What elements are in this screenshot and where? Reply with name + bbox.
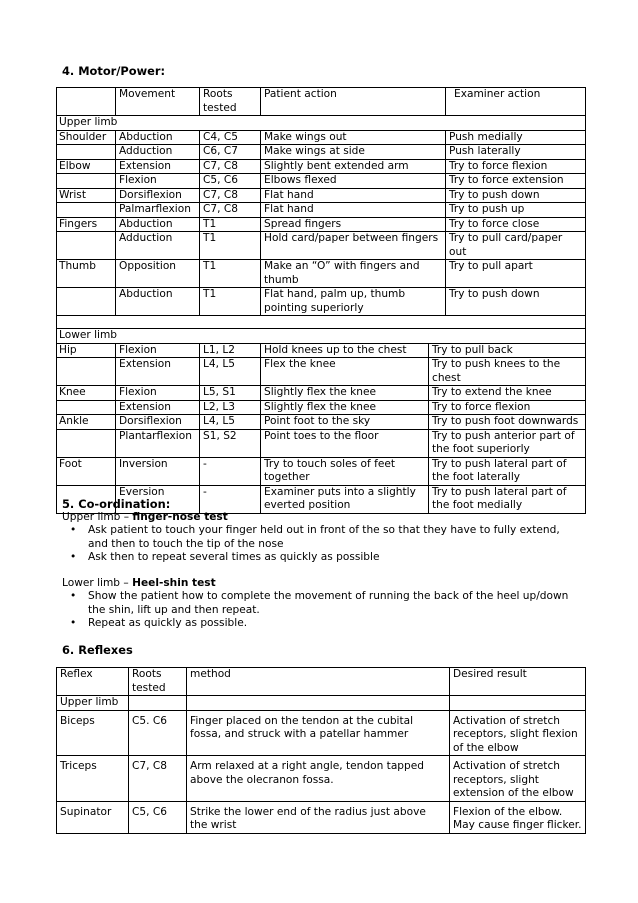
- cell-patient-action: Slightly bent extended arm: [261, 159, 446, 174]
- cell-roots: L2, L3: [200, 400, 261, 415]
- cell-roots: T1: [200, 217, 261, 232]
- cell-examiner-action: Try to push up: [446, 203, 586, 218]
- empty-cell: [450, 696, 586, 711]
- cell-movement: Extension: [116, 159, 200, 174]
- cell-region: Wrist: [57, 188, 116, 203]
- empty-cell: [187, 696, 450, 711]
- cell-patient-action: Make wings at side: [261, 145, 446, 160]
- empty-cell: [129, 696, 187, 711]
- cell-reflex: Triceps: [57, 756, 129, 802]
- header-patient-action: Patient action: [261, 88, 446, 116]
- cell-region: Elbow: [57, 159, 116, 174]
- cell-movement: Abduction: [116, 130, 200, 145]
- motor-power-table: [56, 87, 586, 514]
- motor-upper-row: [57, 260, 586, 288]
- bullet-text: Show the patient how to complete the movement of running the back of the heel up/down the shin, lift up and then repeat.: [88, 590, 569, 616]
- cell-examiner-action: Try to push lateral part of the foot medially: [429, 485, 586, 513]
- motor-upper-row: [57, 217, 586, 232]
- cell-roots: L1, L2: [200, 343, 261, 358]
- cell-movement: Abduction: [116, 217, 200, 232]
- cell-movement: Dorsiflexion: [116, 188, 200, 203]
- cell-patient-action: Elbows flexed: [261, 174, 446, 189]
- cell-movement: Flexion: [116, 343, 200, 358]
- cell-movement: Flexion: [116, 174, 200, 189]
- cell-region: [57, 174, 116, 189]
- cell-region: Knee: [57, 386, 116, 401]
- cell-patient-action: Make an “O” with fingers and thumb: [261, 260, 446, 288]
- cell-movement: Adduction: [116, 145, 200, 160]
- cell-method: Arm relaxed at a right angle, tendon tapped above the olecranon fossa.: [187, 756, 450, 802]
- motor-lower-row: [57, 343, 586, 358]
- motor-upper-row: [57, 159, 586, 174]
- cell-desired-result: Activation of stretch receptors, slight flexion of the elbow: [450, 710, 586, 756]
- header-region: [57, 88, 116, 116]
- cell-patient-action: Flat hand, palm up, thumb pointing superiorly: [261, 288, 446, 316]
- cell-patient-action: Hold card/paper between fingers: [261, 232, 446, 260]
- cell-patient-action: Examiner puts into a slightly everted position: [261, 485, 429, 513]
- upper-limb-label: Upper limb: [57, 116, 586, 131]
- cell-roots: C7, C8: [200, 188, 261, 203]
- cell-movement: Opposition: [116, 260, 200, 288]
- cell-examiner-action: Try to force close: [446, 217, 586, 232]
- cell-region: Thumb: [57, 260, 116, 288]
- lower-limb-label-row: [57, 329, 586, 344]
- cell-movement: Eversion: [116, 485, 200, 513]
- cell-roots: T1: [200, 288, 261, 316]
- header-roots-tested: Roots tested: [200, 88, 261, 116]
- cell-region: [57, 358, 116, 386]
- cell-region: [57, 400, 116, 415]
- cell-region: Hip: [57, 343, 116, 358]
- bullet-icon: •: [70, 617, 77, 630]
- lower-limb-label: Lower limb: [57, 329, 586, 344]
- cell-examiner-action: Try to push anterior part of the foot superiorly: [429, 429, 586, 457]
- cell-examiner-action: Push laterally: [446, 145, 586, 160]
- cell-region: Ankle: [57, 415, 116, 430]
- header-examiner-action: Examiner action: [446, 88, 586, 116]
- cell-region: [57, 203, 116, 218]
- header-desired-result: Desired result: [450, 668, 586, 696]
- header-roots-tested: Roots tested: [129, 668, 187, 696]
- bullet-item: [62, 551, 582, 565]
- reflexes-heading: 6. Reflexes: [62, 643, 133, 657]
- cell-roots: -: [200, 457, 261, 485]
- cell-region: [57, 232, 116, 260]
- cell-patient-action: Try to touch soles of feet together: [261, 457, 429, 485]
- reflex-row: [57, 801, 586, 833]
- cell-movement: Extension: [116, 358, 200, 386]
- cell-patient-action: Point toes to the floor: [261, 429, 429, 457]
- motor-upper-row: [57, 203, 586, 218]
- bullet-item: [62, 524, 582, 551]
- motor-lower-row: [57, 358, 586, 386]
- cell-movement: Extension: [116, 400, 200, 415]
- upper-limb-label: Upper limb: [57, 696, 129, 711]
- cell-roots: C7, C8: [129, 756, 187, 802]
- coordination-heading: 5. Co-ordination:: [62, 497, 171, 511]
- cell-roots: L4, L5: [200, 358, 261, 386]
- cell-roots: S1, S2: [200, 429, 261, 457]
- bullet-item: [62, 617, 582, 631]
- cell-examiner-action: Try to pull back: [429, 343, 586, 358]
- cell-patient-action: Make wings out: [261, 130, 446, 145]
- cell-examiner-action: Try to force flexion: [429, 400, 586, 415]
- reflex-row: [57, 710, 586, 756]
- bullet-text: Repeat as quickly as possible.: [88, 617, 248, 630]
- reflexes-table: [56, 667, 586, 834]
- coord-upper-list: [62, 524, 582, 565]
- cell-reflex: Supinator: [57, 801, 129, 833]
- blank-cell: [57, 316, 586, 329]
- cell-movement: Palmarflexion: [116, 203, 200, 218]
- cell-examiner-action: Try to force flexion: [446, 159, 586, 174]
- cell-roots: T1: [200, 232, 261, 260]
- cell-movement: Plantarflexion: [116, 429, 200, 457]
- cell-roots: C7, C8: [200, 203, 261, 218]
- cell-region: Shoulder: [57, 130, 116, 145]
- motor-upper-row: [57, 188, 586, 203]
- bullet-icon: •: [70, 524, 77, 536]
- cell-examiner-action: Try to push down: [446, 288, 586, 316]
- cell-roots: L4, L5: [200, 415, 261, 430]
- cell-examiner-action: Try to push down: [446, 188, 586, 203]
- coord-lower-label: [62, 577, 216, 591]
- cell-roots: C4, C5: [200, 130, 261, 145]
- cell-desired-result: Activation of stretch receptors, slight extension of the elbow: [450, 756, 586, 802]
- bullet-text: Ask then to repeat several times as quickly as possible: [88, 551, 380, 564]
- cell-movement: Inversion: [116, 457, 200, 485]
- cell-examiner-action: Try to push lateral part of the foot laterally: [429, 457, 586, 485]
- cell-region: Fingers: [57, 217, 116, 232]
- cell-region: [57, 429, 116, 457]
- cell-roots: C6, C7: [200, 145, 261, 160]
- cell-reflex: Biceps: [57, 710, 129, 756]
- cell-patient-action: Flat hand: [261, 188, 446, 203]
- motor-lower-row: [57, 415, 586, 430]
- cell-examiner-action: Try to force extension: [446, 174, 586, 189]
- cell-examiner-action: Try to push knees to the chest: [429, 358, 586, 386]
- cell-movement: Dorsiflexion: [116, 415, 200, 430]
- motor-lower-row: [57, 386, 586, 401]
- bullet-text: Ask patient to touch your finger held out in front of the so that they have to fully extend, and then to touch the tip of the nose: [88, 524, 560, 550]
- cell-roots: L5, S1: [200, 386, 261, 401]
- cell-roots: C5. C6: [129, 710, 187, 756]
- cell-roots: -: [200, 485, 261, 513]
- cell-patient-action: Slightly flex the knee: [261, 386, 429, 401]
- reflex-header-row: [57, 668, 586, 696]
- header-reflex: Reflex: [57, 668, 129, 696]
- cell-examiner-action: Try to extend the knee: [429, 386, 586, 401]
- cell-examiner-action: Try to push foot downwards: [429, 415, 586, 430]
- cell-examiner-action: Try to pull apart: [446, 260, 586, 288]
- reflex-row: [57, 756, 586, 802]
- header-movement: Movement: [116, 88, 200, 116]
- motor-upper-row: [57, 232, 586, 260]
- cell-method: Finger placed on the tendon at the cubital fossa, and struck with a patellar hammer: [187, 710, 450, 756]
- header-method: method: [187, 668, 450, 696]
- cell-patient-action: Hold knees up to the chest: [261, 343, 429, 358]
- cell-desired-result: Flexion of the elbow. May cause finger flicker.: [450, 801, 586, 833]
- cell-movement: Flexion: [116, 386, 200, 401]
- motor-header-row: [57, 88, 586, 116]
- cell-patient-action: Flex the knee: [261, 358, 429, 386]
- lower-limb-prefix: Lower limb –: [62, 577, 133, 589]
- cell-patient-action: Point foot to the sky: [261, 415, 429, 430]
- cell-roots: C5, C6: [200, 174, 261, 189]
- cell-patient-action: Slightly flex the knee: [261, 400, 429, 415]
- cell-roots: C7, C8: [200, 159, 261, 174]
- cell-region: [57, 288, 116, 316]
- cell-region: Foot: [57, 457, 116, 485]
- cell-examiner-action: Try to pull card/paper out: [446, 232, 586, 260]
- cell-patient-action: Spread fingers: [261, 217, 446, 232]
- motor-upper-row: [57, 130, 586, 145]
- finger-nose-test: finger-nose test: [132, 511, 228, 523]
- blank-row: [57, 316, 586, 329]
- bullet-icon: •: [70, 551, 77, 564]
- upper-limb-label-row: [57, 116, 586, 131]
- motor-lower-row: [57, 429, 586, 457]
- motor-lower-row: [57, 457, 586, 485]
- cell-patient-action: Flat hand: [261, 203, 446, 218]
- motor-upper-row: [57, 174, 586, 189]
- cell-method: Strike the lower end of the radius just above the wrist: [187, 801, 450, 833]
- cell-region: [57, 145, 116, 160]
- coord-upper-label: [62, 511, 228, 525]
- heel-shin-test: Heel-shin test: [132, 577, 216, 589]
- motor-upper-row: [57, 145, 586, 160]
- upper-limb-prefix: Upper limb –: [62, 511, 133, 523]
- motor-lower-row: [57, 400, 586, 415]
- motor-heading: 4. Motor/Power:: [62, 64, 166, 78]
- bullet-item: [62, 590, 582, 617]
- cell-roots: T1: [200, 260, 261, 288]
- cell-examiner-action: Push medially: [446, 130, 586, 145]
- motor-upper-row: [57, 288, 586, 316]
- coord-lower-list: [62, 590, 582, 631]
- reflex-upper-limb-row: [57, 696, 586, 711]
- cell-movement: Adduction: [116, 232, 200, 260]
- bullet-icon: •: [70, 590, 77, 602]
- cell-movement: Abduction: [116, 288, 200, 316]
- cell-roots: C5, C6: [129, 801, 187, 833]
